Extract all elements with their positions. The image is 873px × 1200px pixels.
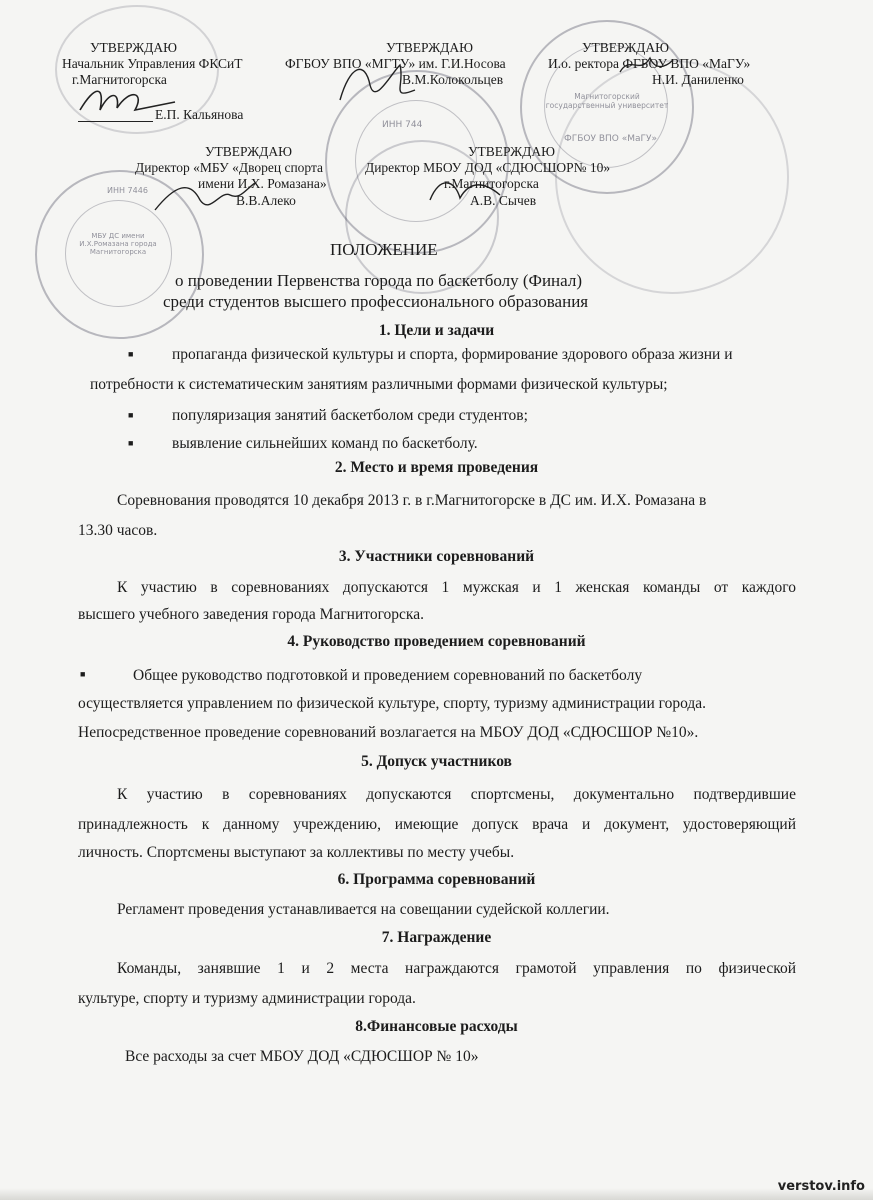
- section-7-line-2: культуре, спорту и туризму администрации города.: [78, 990, 416, 1007]
- document-title: ПОЛОЖЕНИЕ: [330, 240, 438, 259]
- approval-4-heading: УТВЕРЖДАЮ: [205, 144, 293, 159]
- stamp-federation: [555, 60, 789, 294]
- approval-3-name: Н.И. Даниленко: [652, 72, 744, 87]
- bullet-icon: ■: [80, 669, 86, 679]
- approval-5-city: г.Магнитогорска: [444, 176, 539, 191]
- section-3-heading: 3. Участники соревнований: [338, 548, 535, 565]
- section-1-heading: 1. Цели и задачи: [378, 322, 495, 339]
- approval-1-heading: УТВЕРЖДАЮ: [90, 40, 178, 55]
- section-2-line-2: 13.30 часов.: [78, 522, 158, 539]
- document-subtitle-1: о проведении Первенства города по баскетболу (Финал): [175, 271, 582, 290]
- approval-1-city: г.Магнитогорска: [72, 72, 167, 87]
- bullet-icon: ■: [128, 438, 134, 448]
- section-6-heading: 6. Программа соревнований: [337, 871, 536, 888]
- section-4-line-2: осуществляется управлением по физической культуре, спорту, туризму администрации города.: [78, 695, 707, 712]
- approval-4-org: Директор «МБУ «Дворец спорта: [135, 160, 324, 175]
- section-3-line-1: К участию в соревнованиях допускаются 1 мужская и 1 женская команды от каждого: [117, 579, 796, 596]
- approval-1-name: Е.П. Кальянова: [155, 107, 244, 122]
- section-5-line-2: принадлежность к данному учреждению, имеющие допуск врача и документ, удостоверяющий: [78, 816, 796, 833]
- bullet-icon: ■: [128, 410, 134, 420]
- section-3-line-2: высшего учебного заведения города Магнитогорска.: [78, 606, 424, 623]
- approval-5-org: Директор МБОУ ДОД «СДЮСШОР№ 10»: [365, 160, 611, 175]
- section-7-heading: 7. Награждение: [381, 929, 492, 946]
- approval-2-org: ФГБОУ ВПО «МГТУ» им. Г.И.Носова: [285, 56, 506, 71]
- approval-2-heading: УТВЕРЖДАЮ: [386, 40, 474, 55]
- bullet-icon: ■: [128, 349, 134, 359]
- stamp-palace-inn: ИНН 7446: [107, 186, 148, 195]
- section-1-bullet-1-line-2: потребности к систематическим занятиям различными формами физической культуры;: [90, 376, 668, 393]
- approval-1-org: Начальник Управления ФКСиТ: [62, 56, 243, 71]
- section-5-line-1: К участию в соревнованиях допускаются спортсмены, документально подтвердившие: [117, 786, 796, 803]
- stamp-magu-text-2: ФГБОУ ВПО «МаГУ»: [564, 134, 657, 144]
- site-watermark: verstov.info: [777, 1179, 865, 1194]
- approval-5-heading: УТВЕРЖДАЮ: [468, 144, 556, 159]
- stamp-magu-text: Магнитогорский государственный университет: [545, 92, 669, 110]
- approval-3-org: И.о. ректора ФГБОУ ВПО «МаГУ»: [548, 56, 751, 71]
- approval-4-org2: имени И.Х. Ромазана»: [198, 176, 327, 191]
- section-8-line-1: Все расходы за счет МБОУ ДОД «СДЮСШОР № 10»: [125, 1048, 479, 1065]
- section-1-bullet-2: популяризация занятий баскетболом среди студентов;: [172, 407, 528, 424]
- approval-2-name: В.М.Колокольцев: [402, 72, 504, 87]
- stamp-sport-admin-text: ИНН 744: [382, 120, 423, 130]
- section-5-line-3: личность. Спортсмены выступают за коллективы по месту учебы.: [78, 844, 515, 861]
- section-7-line-1: Команды, занявшие 1 и 2 места награждаются грамотой управления по физической: [117, 960, 796, 977]
- page-edge: [0, 1188, 873, 1200]
- section-1-bullet-1-line-1: пропаганда физической культуры и спорта, формирование здорового образа жизни и: [172, 346, 733, 363]
- approval-5-name: А.В. Сычев: [470, 193, 537, 208]
- section-4-line-1: Общее руководство подготовкой и проведением соревнований по баскетболу: [133, 667, 643, 684]
- approval-1-line: [78, 121, 153, 122]
- approval-4-name: В.В.Алеко: [236, 193, 296, 208]
- section-8-heading: 8.Финансовые расходы: [355, 1018, 518, 1035]
- section-2-line-1: Соревнования проводятся 10 декабря 2013 г. в г.Магнитогорске в ДС им. И.Х. Ромазана в: [117, 492, 707, 509]
- section-1-bullet-3: выявление сильнейших команд по баскетболу.: [172, 435, 478, 452]
- approval-3-heading: УТВЕРЖДАЮ: [582, 40, 670, 55]
- section-4-heading: 4. Руководство проведением соревнований: [287, 633, 586, 650]
- section-4-line-3: Непосредственное проведение соревнований возлагается на МБОУ ДОД «СДЮСШОР №10».: [78, 724, 699, 741]
- section-5-heading: 5. Допуск участников: [361, 753, 512, 770]
- document-subtitle-2: среди студентов высшего профессионального образования: [163, 292, 589, 311]
- stamp-palace-text: МБУ ДС имени И.Х.Ромазана города Магнитогорска: [79, 232, 157, 256]
- section-6-line-1: Регламент проведения устанавливается на совещании судейской коллегии.: [117, 901, 610, 918]
- section-2-heading: 2. Место и время проведения: [334, 459, 539, 476]
